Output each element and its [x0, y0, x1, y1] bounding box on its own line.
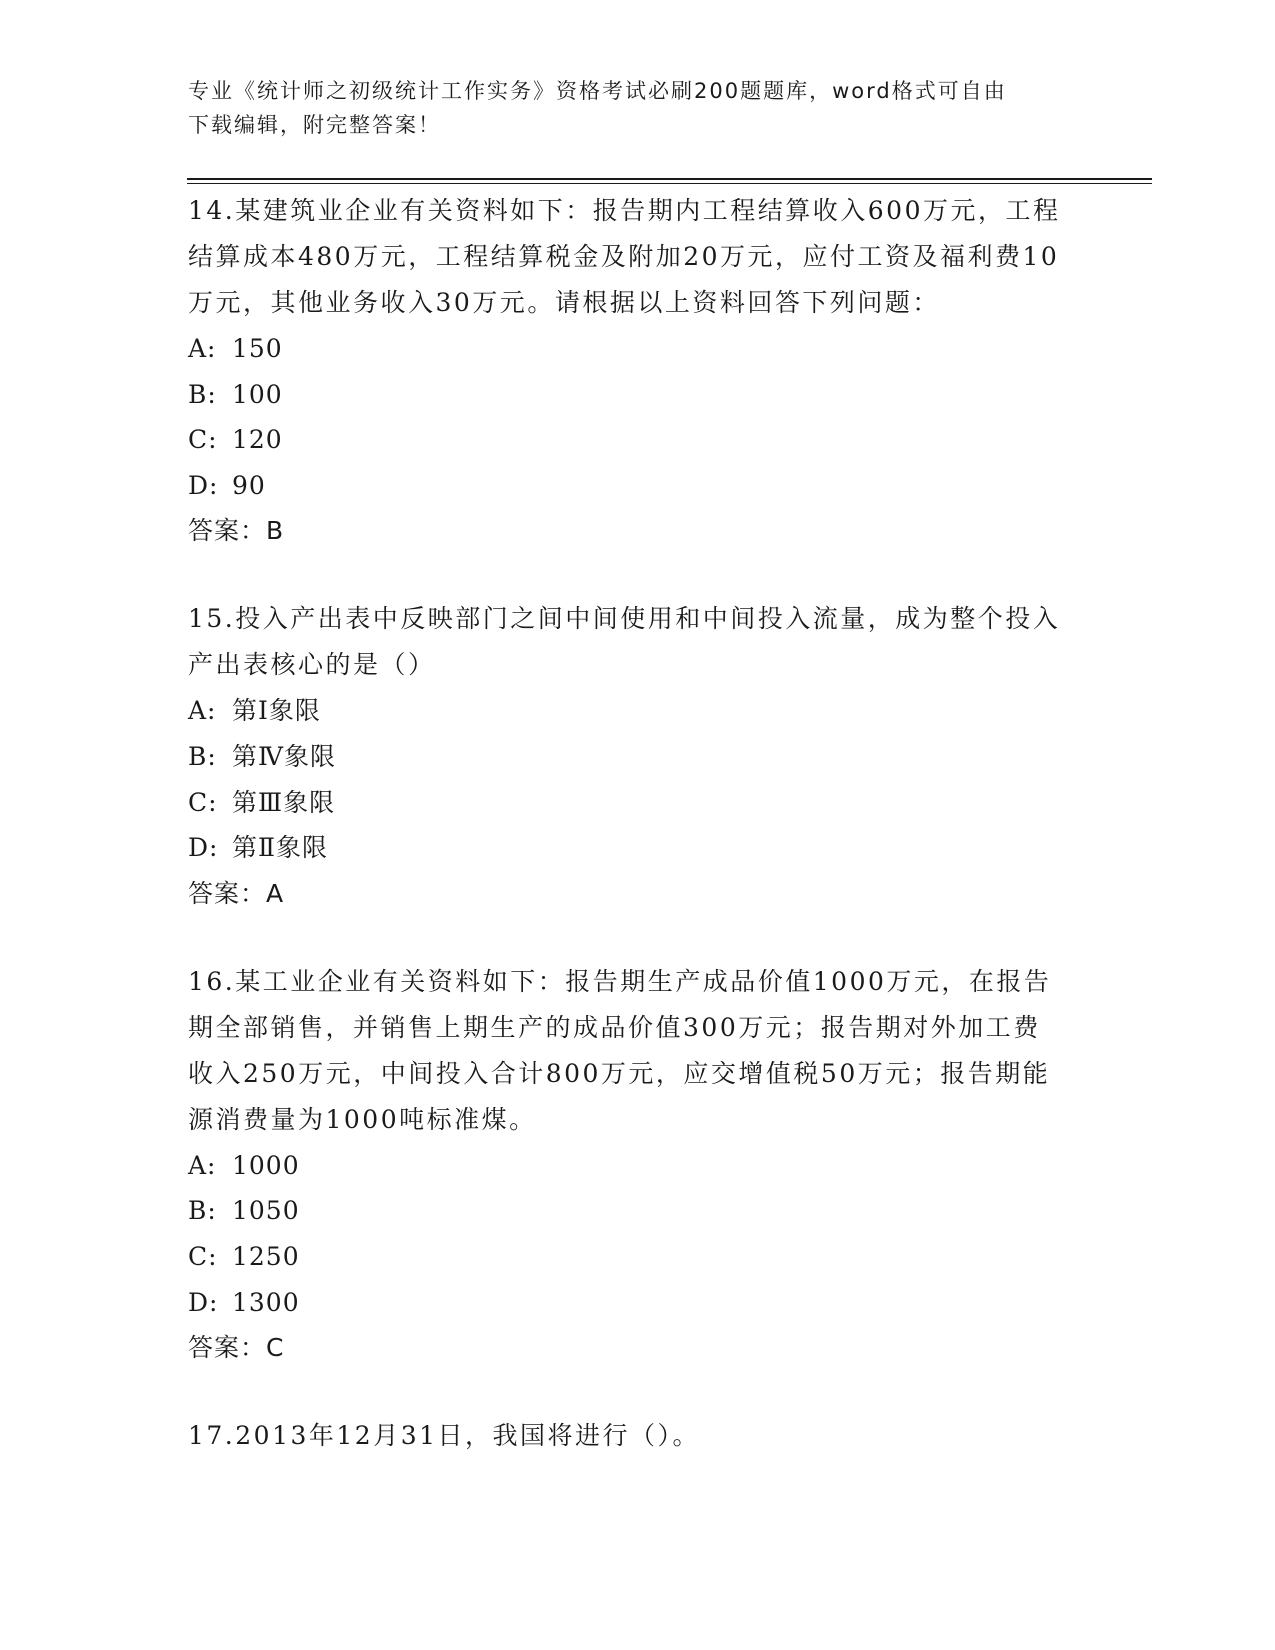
option-text: 第Ⅰ象限 — [232, 696, 321, 726]
option-text: 第Ⅲ象限 — [232, 787, 336, 817]
option-key: C: — [188, 1241, 218, 1271]
option-text: 120 — [232, 425, 283, 455]
answer-line: 答案：C — [188, 1333, 285, 1363]
question-stem: 15.投入产出表中反映部门之间中间使用和中间投入流量，成为整个投入产出表核心的是（） — [188, 604, 1061, 680]
option-text: 第Ⅱ象限 — [232, 833, 328, 863]
option-key: D: — [188, 833, 219, 863]
answer-line: 答案：A — [188, 878, 285, 908]
option-key: A: — [188, 696, 217, 726]
option-d — [188, 825, 1068, 871]
option-a — [188, 326, 1068, 372]
option-a — [188, 1143, 1068, 1189]
question-15 — [188, 596, 1068, 916]
option-key: D: — [188, 1287, 219, 1317]
option-key: C: — [188, 787, 218, 817]
option-c — [188, 417, 1068, 463]
option-text: 150 — [232, 334, 283, 363]
option-key: B: — [188, 379, 217, 409]
option-text: 1050 — [232, 1196, 300, 1226]
question-14 — [188, 188, 1068, 554]
option-d — [188, 1280, 1068, 1326]
answer-line: 答案：B — [188, 516, 285, 546]
option-text: 1000 — [232, 1150, 300, 1180]
option-text: 90 — [232, 470, 266, 500]
option-c — [188, 1234, 1068, 1280]
option-key: B: — [188, 741, 217, 771]
question-16 — [188, 959, 1068, 1371]
question-stem: 16.某工业企业有关资料如下：报告期生产成品价值1000万元，在报告期全部销售，并销售上期生产的成品价值300万元；报告期对外加工费收入250万元，中间投入合计800万元，应交增值税50万元；报告期能源消费量为1000吨标准煤。 — [188, 966, 1052, 1134]
question-stem: 17.2013年12月31日，我国将进行（）。 — [188, 1421, 701, 1451]
option-key: B: — [188, 1196, 217, 1226]
option-a — [188, 688, 1068, 734]
option-key: A: — [188, 334, 217, 363]
header-divider-thin — [187, 183, 1152, 184]
question-17 — [188, 1413, 1068, 1459]
question-list — [188, 188, 1068, 1501]
header-divider-thick — [187, 178, 1152, 180]
option-key: A: — [188, 1150, 217, 1180]
option-b — [188, 734, 1068, 780]
option-b — [188, 372, 1068, 418]
option-text: 100 — [232, 379, 283, 409]
option-b — [188, 1188, 1068, 1234]
header-line-2: 下载编辑，附完整答案！ — [188, 113, 441, 137]
header-line-1: 专业《统计师之初级统计工作实务》资格考试必刷200题题库，word格式可自由 — [188, 79, 1007, 103]
option-key: C: — [188, 425, 218, 455]
option-c — [188, 780, 1068, 826]
question-stem: 14.某建筑业企业有关资料如下：报告期内工程结算收入600万元，工程结算成本480万元，工程结算税金及附加20万元，应付工资及福利费10万元，其他业务收入30万元。请根据以上资料回答下列问题： — [188, 196, 1061, 317]
document-header — [188, 74, 1068, 142]
option-text: 1250 — [232, 1241, 300, 1271]
option-key: D: — [188, 470, 219, 500]
option-text: 1300 — [232, 1287, 300, 1317]
option-d — [188, 463, 1068, 509]
option-text: 第Ⅳ象限 — [232, 741, 336, 771]
